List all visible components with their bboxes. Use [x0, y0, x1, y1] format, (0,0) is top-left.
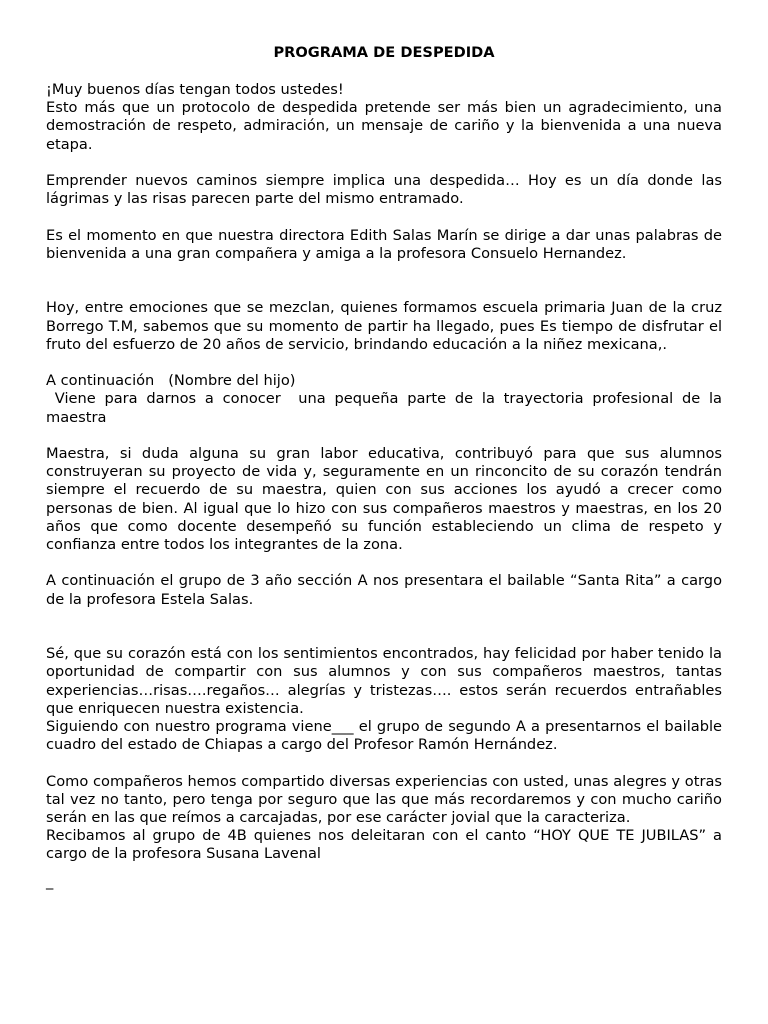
paragraph-spacer [46, 263, 722, 299]
document-title: PROGRAMA DE DESPEDIDA [273, 44, 495, 61]
paragraph-spacer [46, 427, 722, 445]
intro-paragraph: Esto más que un protocolo de despedida pretende ser más bien un agradecimiento, una demostración de respeto, admiración, un mensaje de cariño y la bienvenida a una nueva etapa. [46, 99, 722, 153]
greeting-line: ¡Muy buenos días tengan todos ustedes! [46, 81, 344, 98]
feelings-paragraph: Sé, que su corazón está con los sentimientos encontrados, hay felicidad por haber tenido la oportunidad de compartir con sus alumnos y con sus compañeros maestros, tantas experiencias…risas….regaños… alegrías y tristezas…. estos serán recuerdos entrañables que enriquecen nuestra existencia. [46, 645, 722, 717]
paragraph-spacer [46, 208, 722, 226]
director-paragraph: Es el momento en que nuestra directora Edith Salas Marín se dirige a dar unas palabras de bienvenida a una gran compañera y amiga a la profesora Consuelo Hernandez. [46, 226, 722, 262]
companions-paragraph: Como compañeros hemos compartido diversas experiencias con usted, unas alegres y otras tal vez no tanto, pero tenga por seguro que las que más recordaremos y con mucho cariño serán en las que reímos a carcajadas, por ese carácter jovial que la caracteriza. [46, 772, 722, 826]
teacher-tribute-paragraph: Maestra, si duda alguna su gran labor educativa, contribuyó para que sus alumnos construyeran su proyecto de vida y, seguramente en un rinconcito de su corazón tendrán siempre el recuerdo de su maestra, quien con sus acciones los ayudó a crecer como personas de bien. Al igual que lo hizo con sus compañeros maestros y maestras, en los 20 años que como docente desempeñó su función estableciendo un clima de respeto y confianza entre todos los integrantes de la zona. [46, 444, 722, 553]
trajectory-paragraph: Viene para darnos a conocer una pequeña parte de la trayectoria profesional de la maestra [46, 390, 727, 426]
paragraph-spacer [46, 154, 722, 172]
paragraph-spacer [46, 354, 722, 372]
paragraph-spacer [46, 609, 722, 645]
school-paragraph: Hoy, entre emociones que se mezclan, quienes formamos escuela primaria Juan de la cruz Borrego T.M, sabemos que su momento de partir ha llegado, pues Es tiempo de disfrutar el fruto del esfuerzo de 20 años de servicio, brindando educación a la niñez mexicana,. [46, 299, 722, 353]
santa-rita-paragraph: A continuación el grupo de 3 año sección A nos presentara el bailable “Santa Rita” a cargo de la profesora Estela Salas. [46, 572, 722, 608]
song-paragraph: Recibamos al grupo de 4B quienes nos deleitaran con el canto “HOY QUE TE JUBILAS” a cargo de la profesora Susana Lavenal [46, 827, 722, 863]
trailing-underscore: _ [46, 872, 54, 890]
paragraph-spacer [46, 754, 722, 772]
paragraph-spacer [46, 554, 722, 572]
next-speaker-line: A continuación (Nombre del hijo) [46, 372, 296, 390]
new-paths-paragraph: Emprender nuevos caminos siempre implica una despedida… Hoy es un día donde las lágrimas y las risas parecen parte del mismo entramado. [46, 172, 722, 208]
chiapas-paragraph: Siguiendo con nuestro programa viene___ el grupo de segundo A a presentarnos el bailable cuadro del estado de Chiapas a cargo del Profesor Ramón Hernández. [46, 718, 722, 754]
document-page [46, 44, 727, 890]
